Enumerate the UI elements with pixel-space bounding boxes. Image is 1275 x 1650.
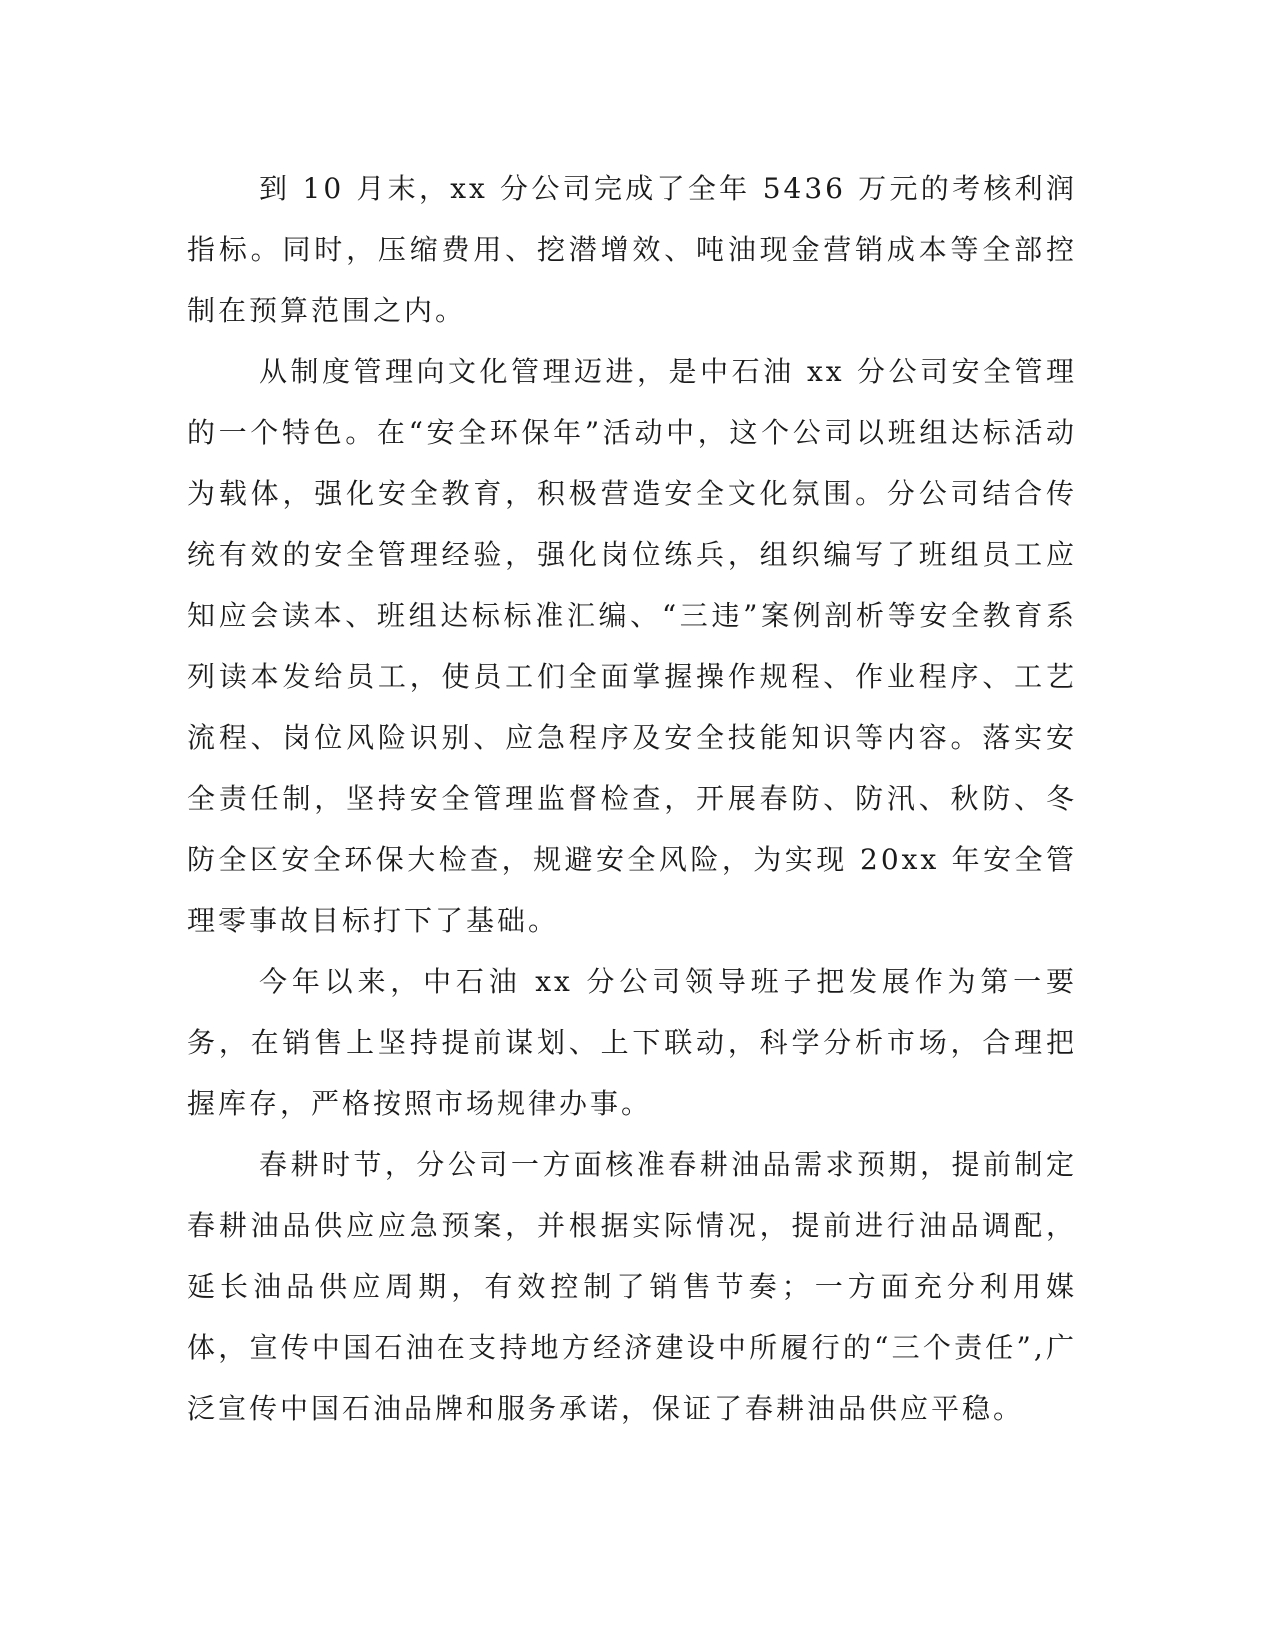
paragraph-spring-supply: 春耕时节，分公司一方面核准春耕油品需求预期，提前制定春耕油品供应应急预案，并根据实际情况，提前进行油品调配，延长油品供应周期，有效控制了销售节奏；一方面充分利用媒体，宣传中国石油在支持地方经济建设中所履行的“三个责任”,广泛宣传中国石油品牌和服务承诺，保证了春耕油品供应平稳。 [187,1148,1077,1425]
document-body [187,158,1077,1439]
paragraph-sales-strategy: 今年以来，中石油 xx 分公司领导班子把发展作为第一要务，在销售上坚持提前谋划、上下联动，科学分析市场，合理把握库存，严格按照市场规律办事。 [187,965,1077,1120]
paragraph-safety-management: 从制度管理向文化管理迈进，是中石油 xx 分公司安全管理的一个特色。在“安全环保年”活动中，这个公司以班组达标活动为载体，强化安全教育，积极营造安全文化氛围。分公司结合传统有效的安全管理经验，强化岗位练兵，组织编写了班组员工应知应会读本、班组达标标准汇编、“三违”案例剖析等安全教育系列读本发给员工，使员工们全面掌握操作规程、作业程序、工艺流程、岗位风险识别、应急程序及安全技能知识等内容。落实安全责任制，坚持安全管理监督检查，开展春防、防汛、秋防、冬防全区安全环保大检查，规避安全风险，为实现 20xx 年安全管理零事故目标打下了基础。 [187,355,1077,937]
paragraph-profit-target: 到 10 月末，xx 分公司完成了全年 5436 万元的考核利润指标。同时，压缩费用、挖潜增效、吨油现金营销成本等全部控制在预算范围之内。 [187,172,1077,327]
